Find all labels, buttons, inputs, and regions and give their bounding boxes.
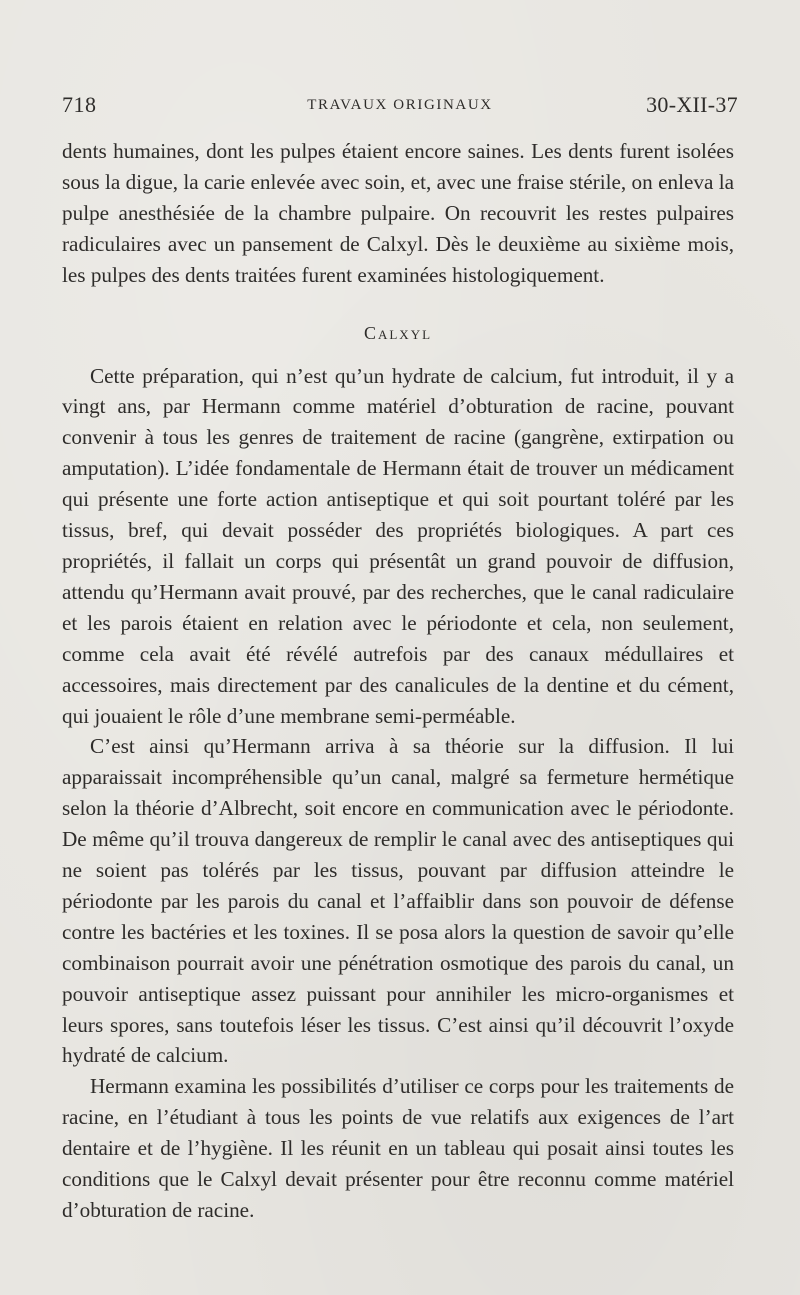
article-body [62,136,734,1226]
paragraph-hermann-examination: Hermann examina les possibilités d’utiliser ce corps pour les traitements de racine, en l’étudiant à tous les points de vue relatifs aux exigences de l’art dentaire et de l’hygiène. Il les réunit en un tableau qui posait ainsi toutes les conditions que le Calxyl devait présenter pour être reconnu comme matériel d’obturation de racine. [62,1074,734,1222]
paragraph-continued: dents humaines, dont les pulpes étaient encore saines. Les dents furent isolées sous la digue, la carie enlevée avec soin, et, avec une fraise stérile, on enleva la pulpe anesthésiée de la chambre pulpaire. On recouvrit les restes pulpaires radiculaires avec un pansement de Calxyl. Dès le deuxième au sixième mois, les pulpes des dents traitées furent examinées histologiquement. [62,139,734,287]
paragraph-calxyl-intro: Cette préparation, qui n’est qu’un hydrate de calcium, fut introduit, il y a vingt ans, par Hermann comme matériel d’obturation de racine, pouvant convenir à tous les genres de traitement de racine (gangrène, extirpation ou amputation). L’idée fondamentale de Hermann était de trouver un médicament qui présente une forte action antiseptique et qui soit pourtant toléré par les tissus, bref, qui devait posséder des propriétés biologiques. A part ces propriétés, il fallait un corps qui présentât un grand pouvoir de diffusion, attendu qu’Hermann avait prouvé, par des recherches, que le canal radiculaire et les parois étaient en relation avec le périodonte et cela, non seulement, comme cela avait été révélé autrefois par des canaux médullaires et accessoires, mais directement par des canalicules de la dentine et du cément, qui jouaient le rôle d’une membrane semi-perméable. [62,363,734,728]
running-header [62,92,738,122]
page-number: 718 [62,92,97,117]
section-heading: Calxyl [363,322,433,343]
paragraph-diffusion-theory: C’est ainsi qu’Hermann arriva à sa théorie sur la diffusion. Il lui apparaissait incompréhensible qu’un canal, malgré sa fermeture hermétique selon la théorie d’Albrecht, soit encore en communication avec le périodonte. De même qu’il trouva dangereux de remplir le canal avec des antiseptiques qui ne soient pas tolérés par les tissus, pouvant par diffusion atteindre le périodonte par les parois du canal et l’affaiblir dans son pouvoir de défense contre les bactéries et les toxines. Il se posa alors la question de savoir qu’elle combinaison pourrait avoir une pénétration osmotique des parois du canal, un pouvoir antiseptique assez puissant pour annihiler les micro-organismes et leurs spores, sans toutefois léser les tissus. C’est ainsi qu’il découvrit l’oxyde hydraté de calcium. [62,734,734,1068]
issue-date: 30-XII-37 [646,92,738,117]
journal-section-title: TRAVAUX ORIGINAUX [307,97,493,113]
